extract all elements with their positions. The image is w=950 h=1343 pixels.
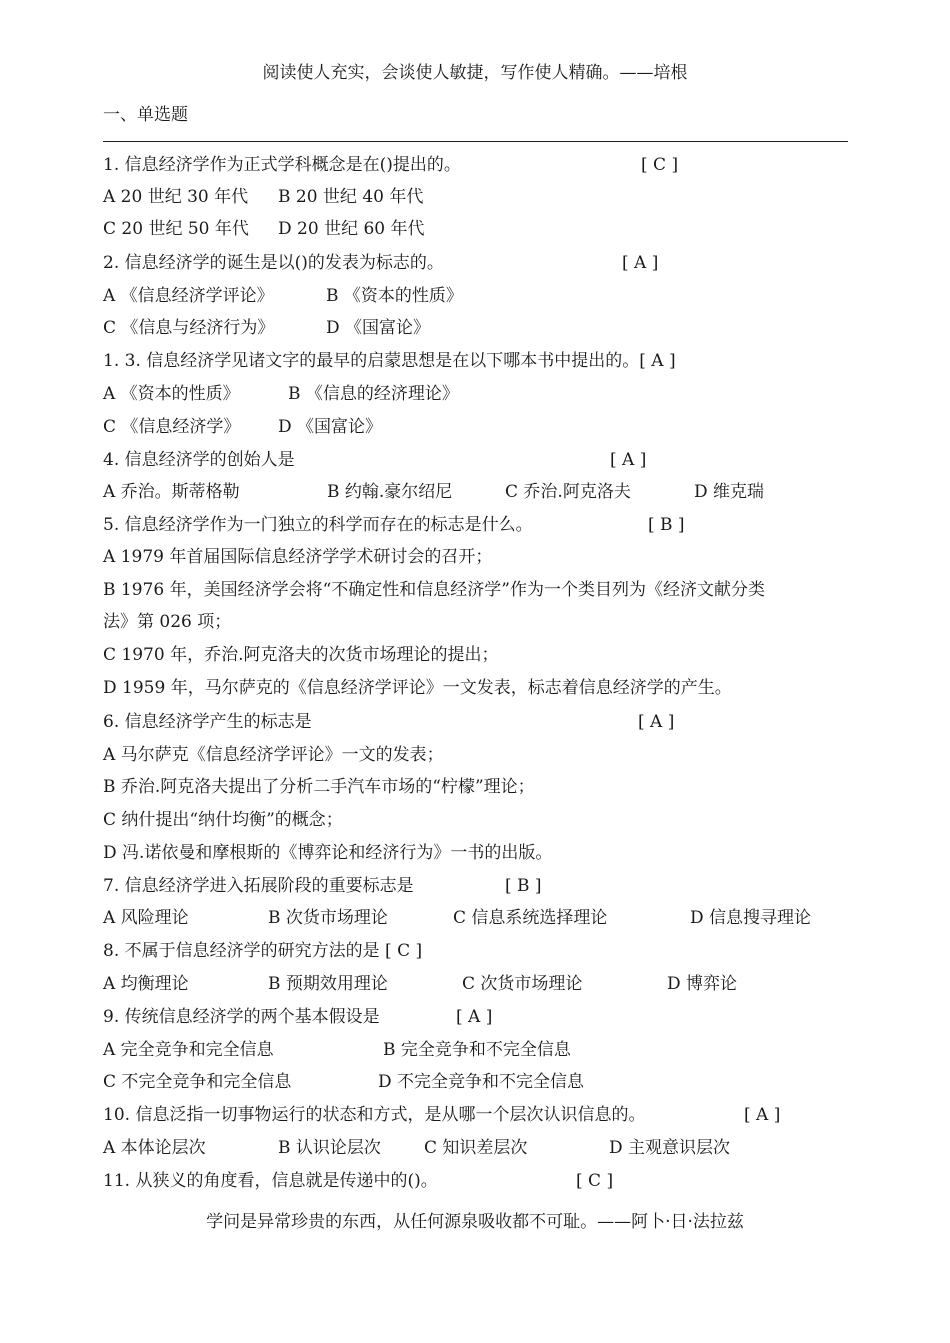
line-text: 7. 信息经济学进入拓展阶段的重要标志是 — [103, 876, 414, 896]
question-line — [0, 905, 950, 931]
line-text: C 《信息经济学》 — [103, 417, 241, 437]
line-text: 法》第 026 项； — [103, 612, 232, 632]
line-segment: B 约翰.豪尔绍尼 — [327, 482, 453, 502]
line-text: B 乔治.阿克洛夫提出了分析二手汽车市场的“柠檬”理论； — [103, 777, 535, 797]
line-segment: C 乔治.阿克洛夫 — [505, 482, 631, 502]
line-text: A 1979 年首届国际信息经济学学术研讨会的召开； — [103, 547, 493, 567]
line-text: A 20 世纪 30 年代 — [103, 187, 249, 207]
question-line — [0, 971, 950, 997]
question-line — [0, 742, 950, 768]
line-segment: D 维克瑞 — [694, 482, 765, 502]
line-text: D 冯.诺依曼和摩根斯的《博弈论和经济行为》一书的出版。 — [103, 843, 553, 863]
question-line — [0, 938, 950, 964]
question-line — [0, 642, 950, 668]
line-text: A 《信息经济学评论》 — [103, 286, 274, 306]
line-segment: [ C ] — [576, 1171, 614, 1191]
question-line — [0, 1168, 950, 1194]
question-line — [0, 1135, 950, 1161]
line-segment: [ B ] — [648, 515, 685, 535]
line-segment: B 预期效用理论 — [268, 974, 388, 994]
line-text: A 本体论层次 — [103, 1138, 206, 1158]
line-text: 8. 不属于信息经济学的研究方法的是 [ C ] — [103, 941, 423, 961]
line-text: A 乔治。斯蒂格勒 — [103, 482, 240, 502]
line-segment: [ A ] — [622, 253, 659, 273]
line-text: 4. 信息经济学的创始人是 — [103, 450, 295, 470]
question-line — [0, 315, 950, 341]
line-text: 6. 信息经济学产生的标志是 — [103, 712, 312, 732]
question-line — [0, 447, 950, 473]
line-text: C 《信息与经济行为》 — [103, 318, 275, 338]
line-text: D 1959 年，马尔萨克的《信息经济学评论》一文发表，标志着信息经济学的产生。 — [103, 678, 732, 698]
question-line — [0, 216, 950, 242]
line-segment: D 《国富论》 — [278, 417, 383, 437]
line-segment: [ C ] — [641, 155, 679, 175]
line-text: C 20 世纪 50 年代 — [103, 219, 249, 239]
line-segment: D 《国富论》 — [326, 318, 431, 338]
line-segment: B 《资本的性质》 — [326, 286, 463, 306]
question-line — [0, 381, 950, 407]
line-segment: [ A ] — [610, 450, 647, 470]
question-line — [0, 709, 950, 735]
question-line — [0, 152, 950, 178]
line-segment: D 主观意识层次 — [609, 1138, 731, 1158]
question-line — [0, 250, 950, 276]
line-segment: B 20 世纪 40 年代 — [278, 187, 424, 207]
line-segment: [ A ] — [638, 712, 675, 732]
question-line — [0, 609, 950, 635]
line-segment: B 完全竞争和不完全信息 — [383, 1040, 571, 1060]
question-line — [0, 512, 950, 538]
line-segment: B 《信息的经济理论》 — [288, 384, 459, 404]
question-line — [0, 544, 950, 570]
line-text: C 纳什提出“纳什均衡”的概念； — [103, 810, 343, 830]
question-line — [0, 348, 950, 374]
question-line — [0, 1069, 950, 1095]
question-line — [0, 1037, 950, 1063]
question-line — [0, 1004, 950, 1030]
question-line — [0, 1102, 950, 1128]
line-text: 5. 信息经济学作为一门独立的科学而存在的标志是什么。 — [103, 515, 533, 535]
line-text: A 《资本的性质》 — [103, 384, 240, 404]
line-segment: D 20 世纪 60 年代 — [278, 219, 425, 239]
line-segment: B 认识论层次 — [278, 1138, 381, 1158]
line-segment: B 次货市场理论 — [268, 908, 388, 928]
question-line — [0, 414, 950, 440]
question-line — [0, 675, 950, 701]
line-segment: [ B ] — [505, 876, 542, 896]
question-line — [0, 807, 950, 833]
question-line — [0, 873, 950, 899]
footer-quote: 学问是异常珍贵的东西，从任何源泉吸收都不可耻。——阿卜·日·法拉兹 — [206, 1212, 744, 1232]
question-line — [0, 184, 950, 210]
line-text: 1. 信息经济学作为正式学科概念是在()提出的。 — [103, 155, 461, 175]
line-text: A 马尔萨克《信息经济学评论》一文的发表； — [103, 745, 444, 765]
line-text: A 风险理论 — [103, 908, 189, 928]
question-line — [0, 577, 950, 603]
section-title: 一、单选题 — [103, 105, 188, 125]
question-line — [0, 283, 950, 309]
line-text: A 完全竞争和完全信息 — [103, 1040, 274, 1060]
line-text: C 不完全竞争和完全信息 — [103, 1072, 292, 1092]
line-segment: D 信息搜寻理论 — [690, 908, 812, 928]
question-line — [0, 774, 950, 800]
line-segment: C 信息系统选择理论 — [453, 908, 608, 928]
question-line — [0, 479, 950, 505]
question-line — [0, 840, 950, 866]
line-text: A 均衡理论 — [103, 974, 189, 994]
line-text: 10. 信息泛指一切事物运行的状态和方式，是从哪一个层次认识信息的。 — [103, 1105, 646, 1125]
horizontal-rule — [103, 141, 848, 142]
line-segment: D 不完全竞争和不完全信息 — [378, 1072, 585, 1092]
line-text: 2. 信息经济学的诞生是以()的发表为标志的。 — [103, 253, 444, 273]
line-text: 9. 传统信息经济学的两个基本假设是 — [103, 1007, 380, 1027]
line-text: B 1976 年，美国经济学会将“不确定性和信息经济学”作为一个类目列为《经济文献分类 — [103, 580, 765, 600]
line-segment: D 博弈论 — [667, 974, 738, 994]
line-text: 1. 3. 信息经济学见诸文字的最早的启蒙思想是在以下哪本书中提出的。[ A ] — [103, 351, 676, 371]
line-segment: [ A ] — [456, 1007, 493, 1027]
line-text: 11. 从狭义的角度看，信息就是传递中的()。 — [103, 1171, 438, 1191]
header-quote: 阅读使人充实，会谈使人敏捷，写作使人精确。——培根 — [262, 63, 688, 83]
line-segment: C 次货市场理论 — [462, 974, 583, 994]
line-segment: C 知识差层次 — [424, 1138, 528, 1158]
line-text: C 1970 年，乔治.阿克洛夫的次货市场理论的提出； — [103, 645, 499, 665]
line-segment: [ A ] — [744, 1105, 781, 1125]
